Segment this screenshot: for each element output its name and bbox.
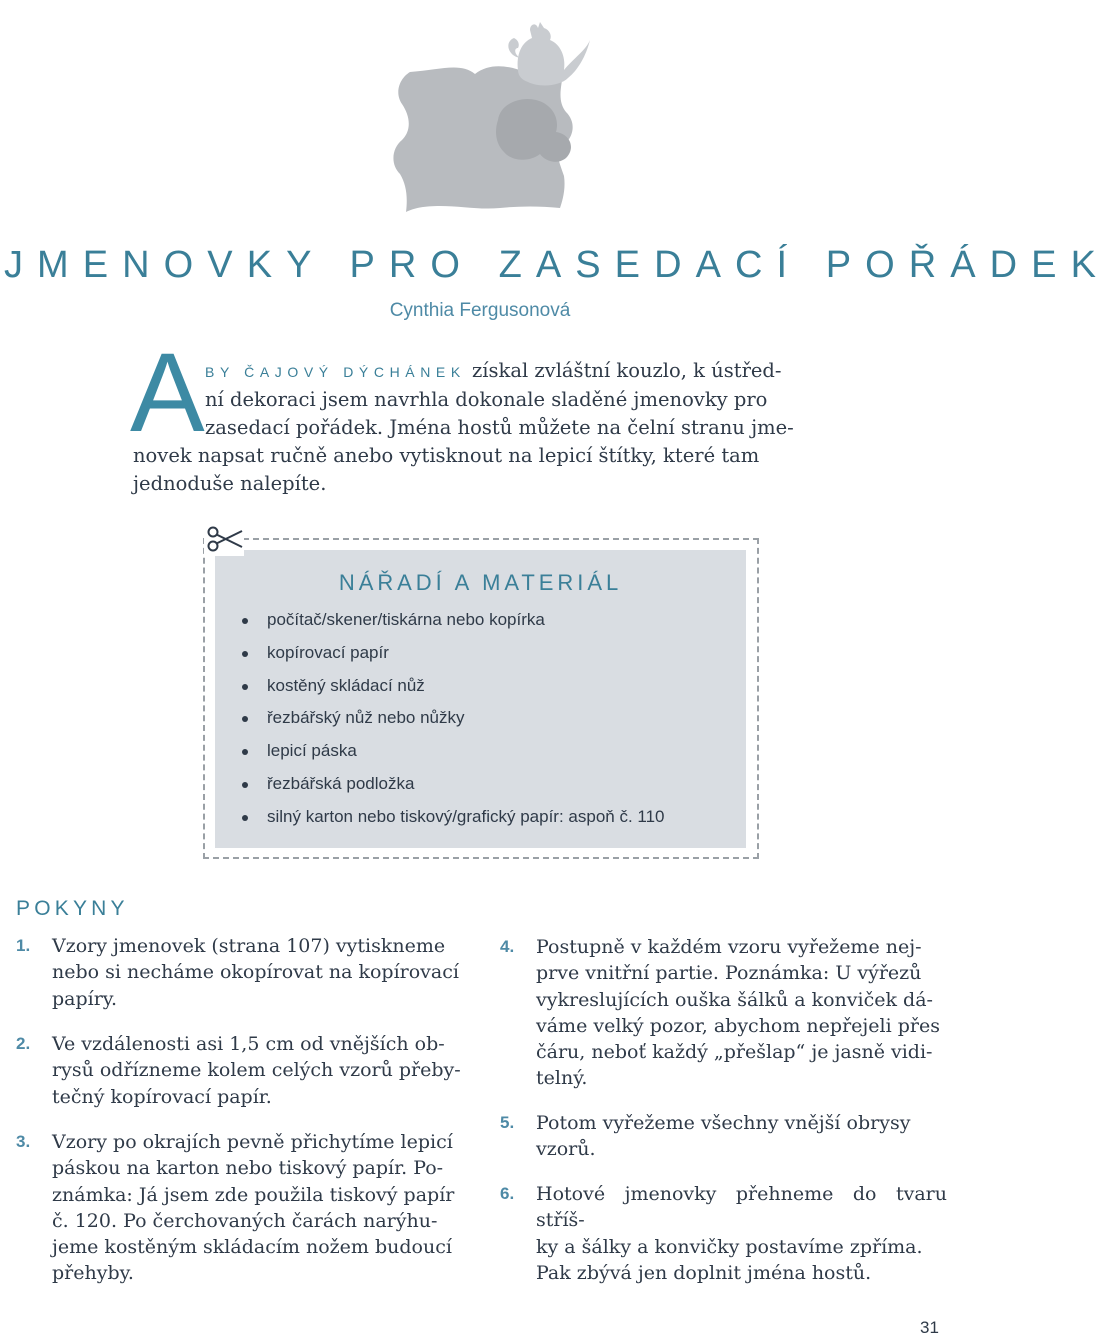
tools-list-item: řezbářský nůž nebo nůžky xyxy=(240,702,740,735)
step-item xyxy=(16,933,462,1012)
step-line: Postupně v každém vzoru vyřežeme nej- xyxy=(536,936,922,958)
step-line: nebo si necháme okopírovat na kopírovací xyxy=(52,961,459,984)
intro-line xyxy=(133,386,828,414)
step-number: 4. xyxy=(500,937,515,956)
tools-list xyxy=(240,604,740,834)
step-line: Hotové jmenovky přehneme do tvaru stříš- xyxy=(536,1183,947,1232)
step-line: čáru, neboť každý „přešlap“ je jasně vidi- xyxy=(536,1041,933,1064)
teapot-nameplate-illustration xyxy=(380,0,600,215)
step-number: 1. xyxy=(16,936,31,955)
step-line: ky a šálky a konvičky postavíme zpříma. xyxy=(536,1235,923,1258)
step-number: 2. xyxy=(16,1034,31,1053)
step-line: Pak zbývá jen doplnit jména hostů. xyxy=(536,1261,872,1284)
step-line: Vzory jmenovek (strana 107) vytiskneme xyxy=(52,935,446,957)
intro-line5: jednoduše nalepíte. xyxy=(133,472,327,495)
step-line: vzorů. xyxy=(536,1138,596,1161)
step-line: vykreslujících ouška šálků a konviček dá- xyxy=(536,988,933,1011)
step-line: jeme kostěným skládacím nožem budoucí xyxy=(52,1236,452,1259)
step-number: 6. xyxy=(500,1184,515,1203)
step-line: prve vnitřní partie. Poznámka: U výřezů xyxy=(536,962,922,985)
step-line: přehyby. xyxy=(52,1262,134,1285)
teapot-handle xyxy=(508,38,520,58)
step-item xyxy=(500,1110,947,1163)
step-line: Potom vyřežeme všechny vnější obrysy xyxy=(536,1112,911,1134)
page-number: 31 xyxy=(920,1318,939,1337)
intro-paragraph xyxy=(133,357,828,498)
author-name: Cynthia Fergusonová xyxy=(389,300,571,321)
steps-title: POKYNY xyxy=(16,897,129,920)
tools-list-item: silný karton nebo tiskový/grafický papír: aspoň č. 110 xyxy=(240,801,740,834)
tools-title: NÁŘADÍ A MATERIÁL xyxy=(338,570,623,595)
step-line: známka: Já jsem zde použila tiskový papír xyxy=(52,1183,455,1206)
step-item xyxy=(500,1181,947,1286)
intro-line xyxy=(133,414,828,442)
step-item xyxy=(500,934,947,1092)
step-line: papíry. xyxy=(52,987,118,1010)
step-number: 3. xyxy=(16,1132,31,1151)
page-title: JMENOVKY PRO ZASEDACÍ POŘÁDEK xyxy=(4,244,1110,286)
intro-line4: novek napsat ručně anebo vytisknout na lepicí štítky, které tam xyxy=(133,444,760,467)
teapot-shape xyxy=(518,22,590,85)
step-line: Vzory po okrajích pevně přichytíme lepicí xyxy=(52,1131,453,1153)
scissors-icon xyxy=(204,522,244,556)
step-line: páskou na karton nebo tiskový papír. Po- xyxy=(52,1157,444,1180)
intro-line3: zasedací pořádek. Jména hostů můžete na čelní stranu jme- xyxy=(205,416,794,439)
step-line: telný. xyxy=(536,1067,588,1090)
tools-list-item: počítač/skener/tiskárna nebo kopírka xyxy=(240,604,740,637)
step-number: 5. xyxy=(500,1113,515,1132)
intro-smallcaps: BY ČAJOVÝ DÝCHÁNEK xyxy=(205,364,466,380)
tools-list-item: řezbářská podložka xyxy=(240,768,740,801)
step-line: rysů odřízneme kolem celých vzorů přeby- xyxy=(52,1059,461,1082)
step-line: váme velký pozor, abychom nepřejeli přes xyxy=(536,1014,940,1037)
step-line: č. 120. Po čerchovaných čarách narýhu- xyxy=(52,1209,438,1232)
step-line: tečný kopírovací papír. xyxy=(52,1085,272,1108)
intro-line2: ní dekoraci jsem navrhla dokonale sladěné jmenovky pro xyxy=(205,388,768,411)
step-item xyxy=(16,1031,462,1110)
tools-list-item: kopírovací papír xyxy=(240,637,740,670)
drop-cap: A xyxy=(130,330,205,455)
intro-line xyxy=(133,357,828,386)
tools-list-item: kostěný skládací nůž xyxy=(240,670,740,703)
intro-line1: získal zvláštní kouzlo, k ústřed- xyxy=(465,359,782,382)
step-item xyxy=(16,1129,462,1287)
step-line: Ve vzdálenosti asi 1,5 cm od vnějších ob- xyxy=(52,1033,445,1055)
tools-list-item: lepicí páska xyxy=(240,735,740,768)
